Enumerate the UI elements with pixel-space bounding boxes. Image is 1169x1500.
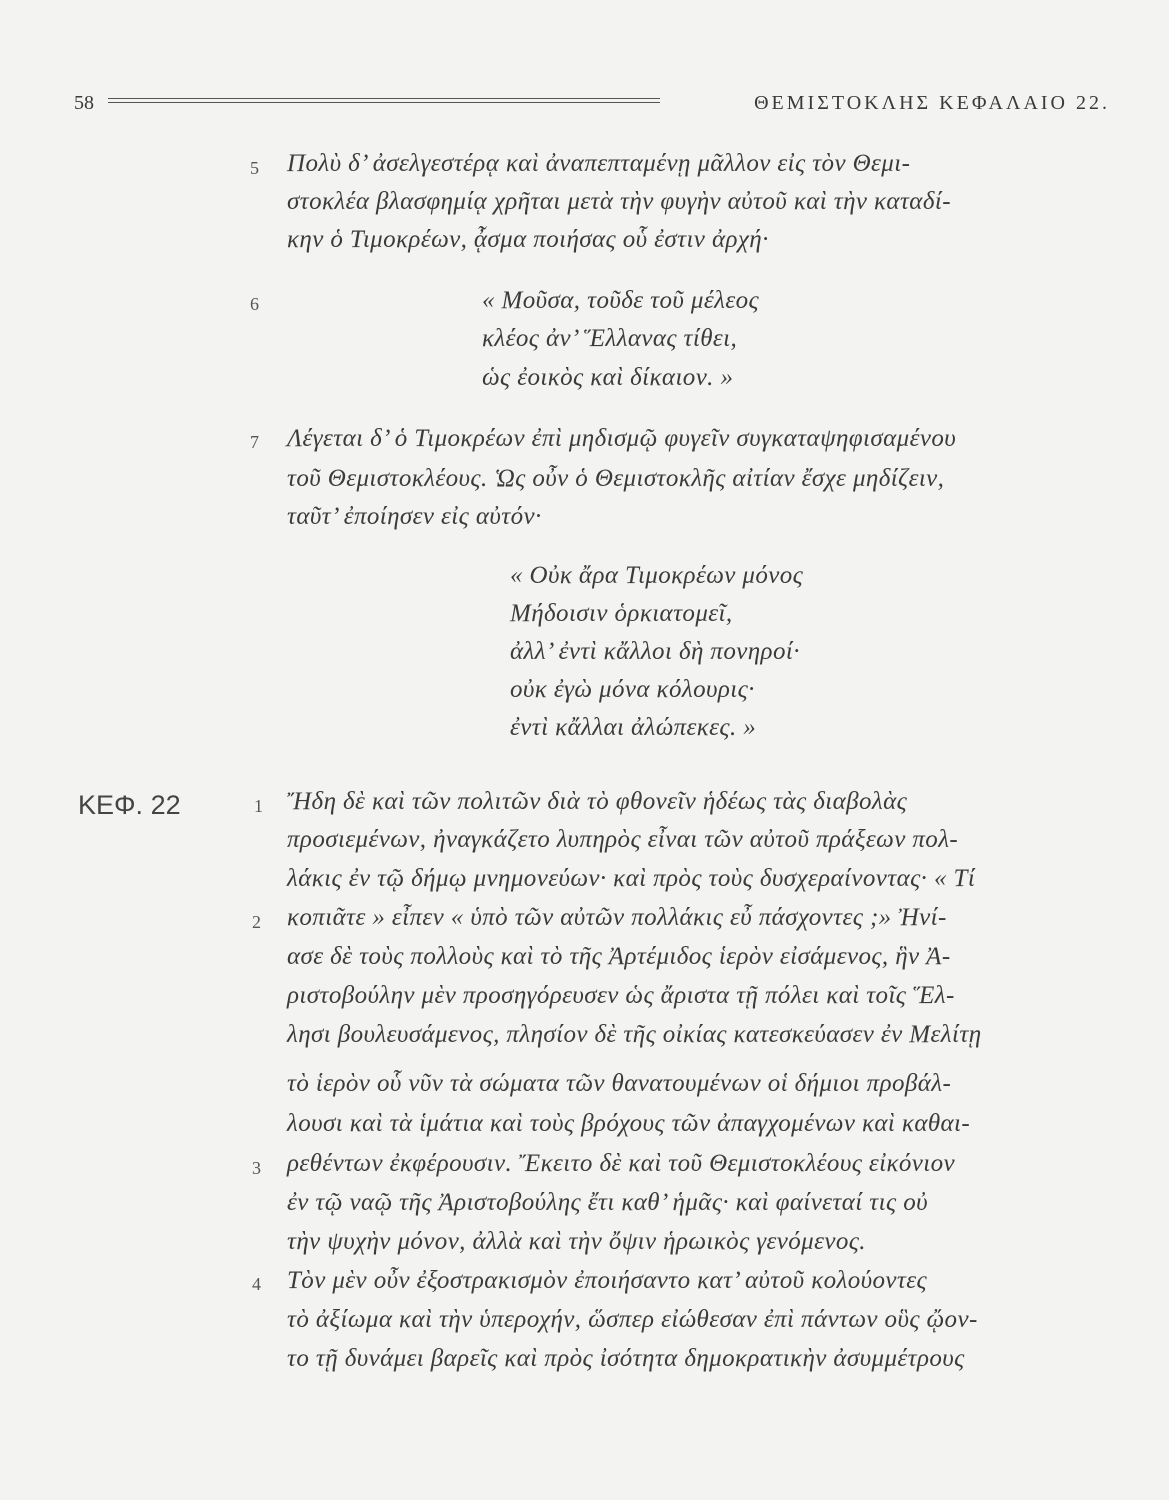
- verse-line: οὐκ ἐγὼ μόνα κόλουρις·: [510, 676, 755, 703]
- verse-line: « Οὐκ ἄρα Τιμοκρέων μόνος: [510, 562, 804, 589]
- text-line: ἐν τῷ ναῷ τῆς Ἀριστοβούλης ἔτι καθ’ ἡμᾶς· καὶ φαίνεταί τις οὐ: [287, 1189, 928, 1216]
- page-number: 58: [74, 92, 94, 114]
- text-line: κην ὁ Τιμοκρέων, ᾆσμα ποιήσας οὗ ἐστιν ἀρχή·: [287, 226, 769, 253]
- margin-number: 2: [252, 912, 261, 932]
- text-line: Ἤδη δὲ καὶ τῶν πολιτῶν διὰ τὸ φθονεῖν ἡδέως τὰς διαβολὰς: [287, 788, 908, 815]
- margin-number: 6: [250, 294, 259, 314]
- margin-number: 4: [252, 1274, 261, 1294]
- verse-line: ἐντὶ κἄλλαι ἀλώπεκες. »: [510, 714, 757, 741]
- margin-number: 7: [250, 432, 259, 452]
- text-line: προσιεμένων, ἠναγκάζετο λυπηρὸς εἶναι τῶν αὐτοῦ πράξεων πολ-: [287, 826, 959, 853]
- text-line: τοῦ Θεμιστοκλέους. Ὡς οὖν ὁ Θεμιστοκλῆς αἰτίαν ἔσχε μηδίζειν,: [287, 465, 945, 492]
- text-line: λουσι καὶ τὰ ἱμάτια καὶ τοὺς βρόχους τῶν ἀπαγχομένων καὶ καθαι-: [287, 1110, 971, 1137]
- verse-line: κλέος ἀν’ Ἕλλανας τίθει,: [482, 325, 738, 352]
- verse-line: ὡς ἐοικὸς καὶ δίκαιον. »: [482, 364, 734, 391]
- text-line: ασε δὲ τοὺς πολλοὺς καὶ τὸ τῆς Ἀρτέμιδος ἱερὸν εἰσάμενος, ἣν Ἀ-: [287, 943, 951, 970]
- running-title: ΘΕΜΙΣΤΟΚΛΗΣ ΚΕΦΑΛΑΙΟ 22.: [754, 92, 1110, 114]
- text-line: λησι βουλευσάμενος, πλησίον δὲ τῆς οἰκίας κατεσκεύασεν ἐν Μελίτῃ: [287, 1021, 982, 1048]
- text-line: κοπιᾶτε » εἶπεν « ὑπὸ τῶν αὐτῶν πολλάκις εὖ πάσχοντες ;» Ἠνί-: [287, 904, 947, 931]
- chapter-label: ΚΕΦ. 22: [78, 790, 181, 820]
- text-line: τὴν ψυχὴν μόνον, ἀλλὰ καὶ τὴν ὄψιν ἡρωικὸς γενόμενος.: [287, 1228, 866, 1255]
- text-line: στοκλέα βλασφημίᾳ χρῆται μετὰ τὴν φυγὴν αὐτοῦ καὶ τὴν καταδί-: [287, 188, 951, 215]
- page-header: [74, 92, 1110, 122]
- header-rule: [108, 98, 660, 103]
- text-line: ριστοβούλην μὲν προσηγόρευσεν ὡς ἄριστα τῇ πόλει καὶ τοῖς Ἕλ-: [287, 982, 955, 1009]
- margin-number: 1: [254, 796, 263, 816]
- verse-line: ἀλλ’ ἐντὶ κἄλλοι δὴ πονηροί·: [510, 638, 800, 665]
- verse-line: « Μοῦσα, τοῦδε τοῦ μέλεος: [482, 287, 760, 314]
- text-line: το τῇ δυνάμει βαρεῖς καὶ πρὸς ἰσότητα δημοκρατικὴν ἀσυμμέτρους: [287, 1345, 965, 1372]
- text-line: λάκις ἐν τῷ δήμῳ μνημονεύων· καὶ πρὸς τοὺς δυσχεραίνοντας· « Τί: [287, 865, 976, 892]
- text-line: τὸ ἱερὸν οὗ νῦν τὰ σώματα τῶν θανατουμένων οἱ δήμιοι προβάλ-: [287, 1070, 952, 1097]
- text-line: ρεθέντων ἐκφέρουσιν. Ἔκειτο δὲ καὶ τοῦ Θεμιστοκλέους εἰκόνιον: [287, 1150, 956, 1177]
- text-line: Πολὺ δ’ ἀσελγεστέρᾳ καὶ ἀναπεπταμένῃ μᾶλλον εἰς τὸν Θεμι-: [287, 150, 911, 177]
- margin-number: 5: [250, 158, 259, 178]
- text-line: Τὸν μὲν οὖν ἐξοστρακισμὸν ἐποιήσαντο κατ’ αὐτοῦ κολούοντες: [287, 1267, 928, 1294]
- margin-number: 3: [252, 1158, 261, 1178]
- text-line: τὸ ἀξίωμα καὶ τὴν ὑπεροχήν, ὥσπερ εἰώθεσαν ἐπὶ πάντων οὓς ᾤον-: [287, 1306, 978, 1333]
- text-line: ταῦτ’ ἐποίησεν εἰς αὐτόν·: [287, 503, 542, 530]
- verse-line: Μήδοισιν ὁρκιατομεῖ,: [510, 600, 733, 627]
- text-line: Λέγεται δ’ ὁ Τιμοκρέων ἐπὶ μηδισμῷ φυγεῖν συγκαταψηφισαμένου: [287, 425, 957, 452]
